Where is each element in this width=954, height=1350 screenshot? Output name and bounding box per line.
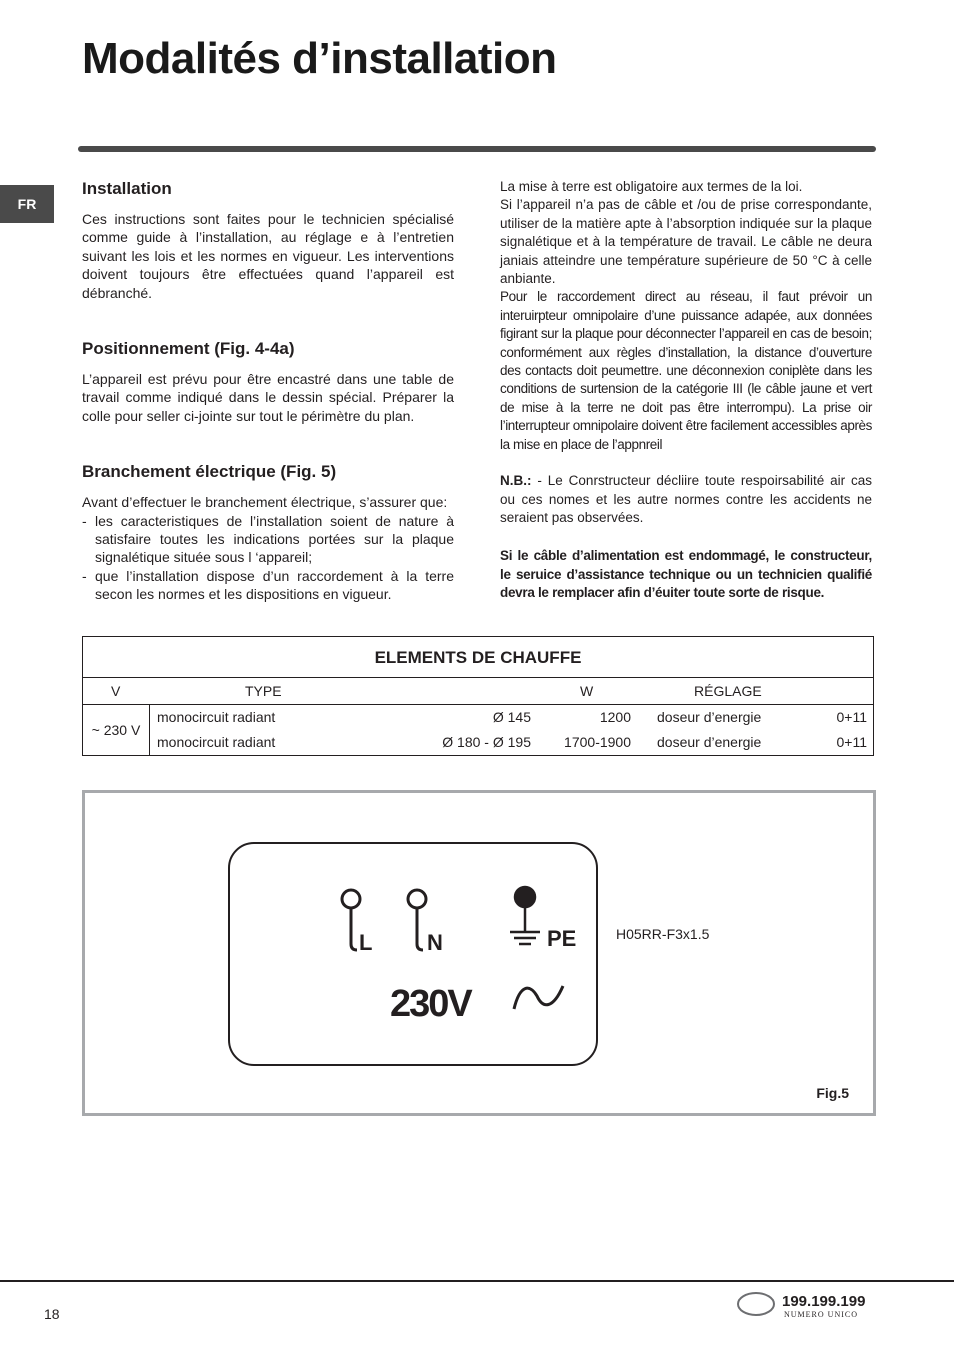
logo-swoosh-icon: [738, 1293, 774, 1315]
row-control: doseur d’energie: [657, 709, 762, 725]
cable-note: Si l’appareil n’a pas de câble et /ou de prise correspondante, utiliser de la matière apte à l’absorption indiquée sur la plaque signalétique et à la température de travail. Le câble ne deura janiais atteindre une température supérieure de 50 °C à celle anbiante.: [500, 197, 872, 287]
left-column: [82, 178, 454, 604]
terminal-l: [342, 890, 360, 950]
figure-label: Fig.5: [816, 1085, 849, 1101]
page-number: 18: [44, 1306, 60, 1322]
header-w: W: [580, 683, 594, 699]
wiring-diagram: [230, 844, 596, 1064]
positioning-heading: Positionnement (Fig. 4-4a): [82, 339, 295, 359]
table-caption: ELEMENTS DE CHAUFFE: [83, 637, 873, 678]
table-row: [83, 730, 873, 755]
electrical-intro: Avant d’effectuer le branchement électrique, s’assurer que:: [82, 494, 448, 511]
row-range: 0+11: [836, 734, 867, 750]
positioning-text: L’appareil est prévu pour être encastré dans une table de travail comme indiqué dans le dessin spécial. Préparer la colle pour seller ci-jointe sur tout le périmètre du plan.: [82, 371, 454, 424]
installation-text: Ces instructions sont faites pour le technicien spécialisé comme guide à l’installation, au réglage e à l’entretien suivant les lois et les normes en vigueur. Les interventions doivent toujours être effectuées quand l’appareil est débranché.: [82, 211, 454, 301]
table-row: [83, 705, 873, 730]
row-type: monocircuit radiant: [157, 734, 276, 750]
terminal-pe-label: PE: [547, 926, 577, 951]
terminal-plate: [228, 842, 598, 1066]
electrical-heading: Branchement électrique (Fig. 5): [82, 462, 337, 482]
logo-tagline: NUMERO UNICO: [784, 1310, 858, 1319]
row-type: monocircuit radiant: [157, 709, 276, 725]
list-item: - les caracteristiques de l’installation soient de nature à satisfaire toutes les indications portées sur la plaque signalétique située sous l ‘appareil;: [82, 512, 454, 567]
ac-symbol-icon: [514, 986, 563, 1009]
footer-rule: [0, 1280, 954, 1282]
list-item: - que l’installation dispose d’un raccordement à la terre secon les normes et les dispositions en vigueur.: [82, 567, 454, 604]
row-diameter: Ø 180 - Ø 195: [442, 734, 531, 750]
row-diameter: Ø 145: [492, 709, 531, 725]
language-tab: FR: [0, 185, 54, 223]
nb-paragraph: [500, 472, 872, 527]
nb-label: N.B.:: [500, 473, 532, 489]
voltage-label: 230V: [390, 983, 471, 1025]
voltage-cell: ~ 230 V: [83, 705, 150, 755]
cable-type: H05RR-F3x1.5: [616, 926, 710, 942]
header-v: V: [111, 683, 121, 699]
header-rule: [78, 146, 876, 152]
row-control: doseur d’energie: [657, 734, 762, 750]
figure-5: [82, 790, 876, 1116]
installation-heading: Installation: [82, 179, 172, 198]
terminal-n: [408, 890, 426, 950]
warning-text: Si le câble d’alimentation est endommagé, le constructeur, le seruice d’assistance technique ou un technicien qualifié devra le remplacer afin d’éuiter toute sorte de risque.: [500, 548, 872, 601]
row-watts: 1700-1900: [564, 734, 631, 750]
earthing-note: La mise à terre est obligatoire aux termes de la loi.: [500, 179, 803, 194]
terminal-n-label: N: [427, 930, 443, 955]
logo-number: 199.199.199: [782, 1293, 866, 1310]
header-type: TYPE: [245, 683, 282, 699]
table-header: [83, 678, 873, 705]
right-column: [500, 178, 872, 603]
electrical-requirements-list: [82, 512, 454, 604]
direct-connection-note: Pour le raccordement direct au réseau, il faut prévoir un interuirpteur omnipolaire d’une puissance adapée, aux données figirant sur la plaque pour déconnecter l’appareil en cas de besoin; conformément aux règles d’installation, la distance d’ouverture des contacts doit peumettre. une déconnexion coniplète dans les conditions de surtension de la catégorie III (le câble jaune et vert de mise à la terre ne doit pas être interrompu). La prise oir l’interrupteur omnipolaire doivent être facilement accessibles après la mise en place de l’appnreil: [500, 289, 872, 452]
terminal-l-label: L: [359, 930, 373, 955]
row-range: 0+11: [836, 709, 867, 725]
header-reglage: RÉGLAGE: [694, 683, 762, 699]
nb-text: - Le Conrstructeur décliire toute respoirsabilité air cas ou ces nomes et les autre normes contre les accidents ne seraient pas observées.: [500, 473, 872, 525]
service-logo: [736, 1286, 872, 1322]
heating-elements-table: [82, 636, 874, 756]
table-body: [83, 705, 873, 755]
row-watts: 1200: [599, 709, 631, 725]
ground-icon: [510, 887, 540, 944]
page-title: Modalités d’installation: [82, 34, 557, 83]
